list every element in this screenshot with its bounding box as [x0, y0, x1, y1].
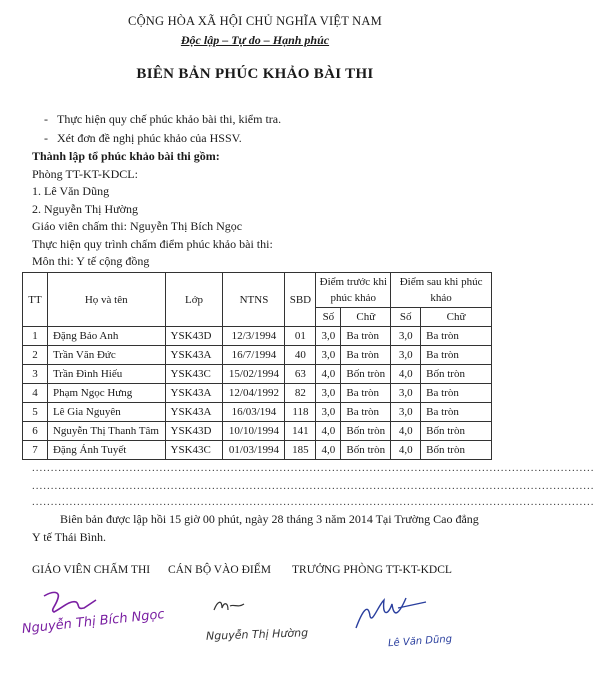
cell-before-word: Ba tròn [341, 327, 391, 346]
cell-after-num: 4,0 [391, 441, 421, 460]
cell-dob: 10/10/1994 [223, 422, 285, 441]
closing-line: Biên bản được lập hồi 15 giờ 00 phút, ngày 28 tháng 3 năm 2014 Tại Trường Cao đẳng [60, 512, 479, 526]
cell-before-word: Bốn tròn [341, 422, 391, 441]
cell-after-word: Bốn tròn [421, 422, 492, 441]
head-signature-mark [352, 592, 432, 636]
cell-after-word: Ba tròn [421, 327, 492, 346]
head-signature-title: TRƯỞNG PHÒNG TT-KT-KDCL [292, 564, 452, 576]
header-tt: TT [23, 273, 48, 327]
subject-line: Môn thi: Y tế cộng đồng [32, 254, 150, 268]
cell-sbd: 63 [285, 365, 316, 384]
procedure-line: Thực hiện quy trình chấm điểm phúc khảo bài thi: [32, 237, 273, 251]
cell-tt: 4 [23, 384, 48, 403]
cell-name: Trần Văn Đức [47, 346, 165, 365]
member-1: 1. Lê Văn Dũng [32, 184, 110, 198]
blank-line: ...................................................................................................................................................... [32, 462, 595, 474]
teacher-signature-title: GIÁO VIÊN CHẤM THI [32, 564, 151, 576]
bullet-text: Xét đơn đề nghị phúc khảo của HSSV. [57, 131, 242, 145]
cell-name: Lê Gia Nguyên [47, 403, 165, 422]
cell-after-word: Bốn tròn [421, 441, 492, 460]
table-row [23, 365, 492, 384]
cell-name: Nguyễn Thị Thanh Tâm [47, 422, 165, 441]
cell-tt: 5 [23, 403, 48, 422]
results-table [22, 272, 492, 460]
teacher-signature-mark [40, 588, 100, 618]
bullet-text: Thực hiện quy chế phúc khảo bài thi, kiểm tra. [57, 112, 282, 126]
cell-tt: 1 [23, 327, 48, 346]
cell-after-num: 3,0 [391, 384, 421, 403]
cell-before-num: 3,0 [316, 327, 341, 346]
cell-after-word: Ba tròn [421, 346, 492, 365]
head-signature-name: Lê Văn Dũng [387, 633, 453, 650]
cell-name: Phạm Ngọc Hưng [47, 384, 165, 403]
cell-after-word: Bốn tròn [421, 365, 492, 384]
cell-class: YSK43D [165, 422, 223, 441]
cell-sbd: 01 [285, 327, 316, 346]
cell-sbd: 185 [285, 441, 316, 460]
cell-tt: 6 [23, 422, 48, 441]
cell-dob: 15/02/1994 [223, 365, 285, 384]
cell-before-word: Ba tròn [341, 346, 391, 365]
cell-before-num: 3,0 [316, 346, 341, 365]
cell-class: YSK43A [165, 403, 223, 422]
cell-before-word: Bốn tròn [341, 441, 391, 460]
cell-class: YSK43A [165, 384, 223, 403]
header-class: Lớp [165, 273, 223, 327]
national-header: CỘNG HÒA XÃ HỘI CHỦ NGHĨA VIỆT NAM [128, 14, 382, 28]
document-title: BIÊN BẢN PHÚC KHẢO BÀI THI [136, 66, 374, 82]
cell-before-num: 4,0 [316, 365, 341, 384]
cell-before-word: Bốn tròn [341, 365, 391, 384]
cell-dob: 12/3/1994 [223, 327, 285, 346]
teacher-line: Giáo viên chấm thi: Nguyễn Thị Bích Ngọc [32, 219, 243, 233]
header-sbd: SBD [285, 273, 316, 327]
table-row [23, 403, 492, 422]
header-dob: NTNS [223, 273, 285, 327]
table-row [23, 422, 492, 441]
cell-dob: 12/04/1992 [223, 384, 285, 403]
entry-officer-signature-name: Nguyễn Thị Hường [205, 626, 309, 643]
teacher-signature-name: Nguyễn Thị Bích Ngọc [21, 607, 166, 637]
bullet-item: - Xét đơn đề nghị phúc khảo của HSSV. [44, 131, 242, 145]
header-before-num: Số [316, 308, 341, 327]
blank-line: ...................................................................................................................................................... [32, 480, 595, 492]
cell-dob: 16/03/194 [223, 403, 285, 422]
cell-before-num: 3,0 [316, 403, 341, 422]
cell-name: Đặng Bảo Anh [47, 327, 165, 346]
national-motto: Độc lập – Tự do – Hạnh phúc [180, 33, 330, 47]
cell-after-num: 3,0 [391, 327, 421, 346]
cell-tt: 3 [23, 365, 48, 384]
table-row [23, 384, 492, 403]
cell-after-num: 4,0 [391, 365, 421, 384]
cell-dob: 01/03/1994 [223, 441, 285, 460]
cell-after-num: 3,0 [391, 346, 421, 365]
table-row [23, 346, 492, 365]
header-after: Điểm sau khi phúc khảo [391, 273, 492, 308]
header-before: Điểm trước khi phúc khảo [316, 273, 391, 308]
cell-class: YSK43C [165, 365, 223, 384]
cell-before-word: Ba tròn [341, 384, 391, 403]
entry-officer-signature-title: CÁN BỘ VÀO ĐIỂM [168, 564, 271, 576]
blank-line: ...................................................................................................................................................... [32, 496, 595, 508]
cell-sbd: 141 [285, 422, 316, 441]
department-label: Phòng TT-KT-KDCL: [32, 167, 138, 181]
header-name: Họ và tên [47, 273, 165, 327]
cell-name: Trần Đình Hiếu [47, 365, 165, 384]
cell-sbd: 118 [285, 403, 316, 422]
header-after-word: Chữ [421, 308, 492, 327]
council-heading: Thành lập tổ phúc khảo bài thi gồm: [32, 149, 220, 163]
cell-sbd: 82 [285, 384, 316, 403]
header-after-num: Số [391, 308, 421, 327]
cell-after-num: 3,0 [391, 403, 421, 422]
member-2: 2. Nguyễn Thị Hường [32, 202, 138, 216]
cell-class: YSK43A [165, 346, 223, 365]
cell-before-num: 4,0 [316, 441, 341, 460]
cell-before-word: Ba tròn [341, 403, 391, 422]
cell-after-word: Ba tròn [421, 384, 492, 403]
cell-name: Đặng Ánh Tuyết [47, 441, 165, 460]
cell-after-word: Ba tròn [421, 403, 492, 422]
cell-sbd: 40 [285, 346, 316, 365]
cell-before-num: 4,0 [316, 422, 341, 441]
cell-tt: 7 [23, 441, 48, 460]
cell-before-num: 3,0 [316, 384, 341, 403]
cell-class: YSK43C [165, 441, 223, 460]
cell-after-num: 4,0 [391, 422, 421, 441]
cell-class: YSK43D [165, 327, 223, 346]
table-row [23, 327, 492, 346]
bullet-item: - Thực hiện quy chế phúc khảo bài thi, kiểm tra. [44, 112, 282, 126]
table-row [23, 441, 492, 460]
cell-dob: 16/7/1994 [223, 346, 285, 365]
entry-officer-signature-mark [212, 598, 248, 616]
closing-line-2: Y tế Thái Bình. [32, 530, 106, 544]
header-before-word: Chữ [341, 308, 391, 327]
cell-tt: 2 [23, 346, 48, 365]
